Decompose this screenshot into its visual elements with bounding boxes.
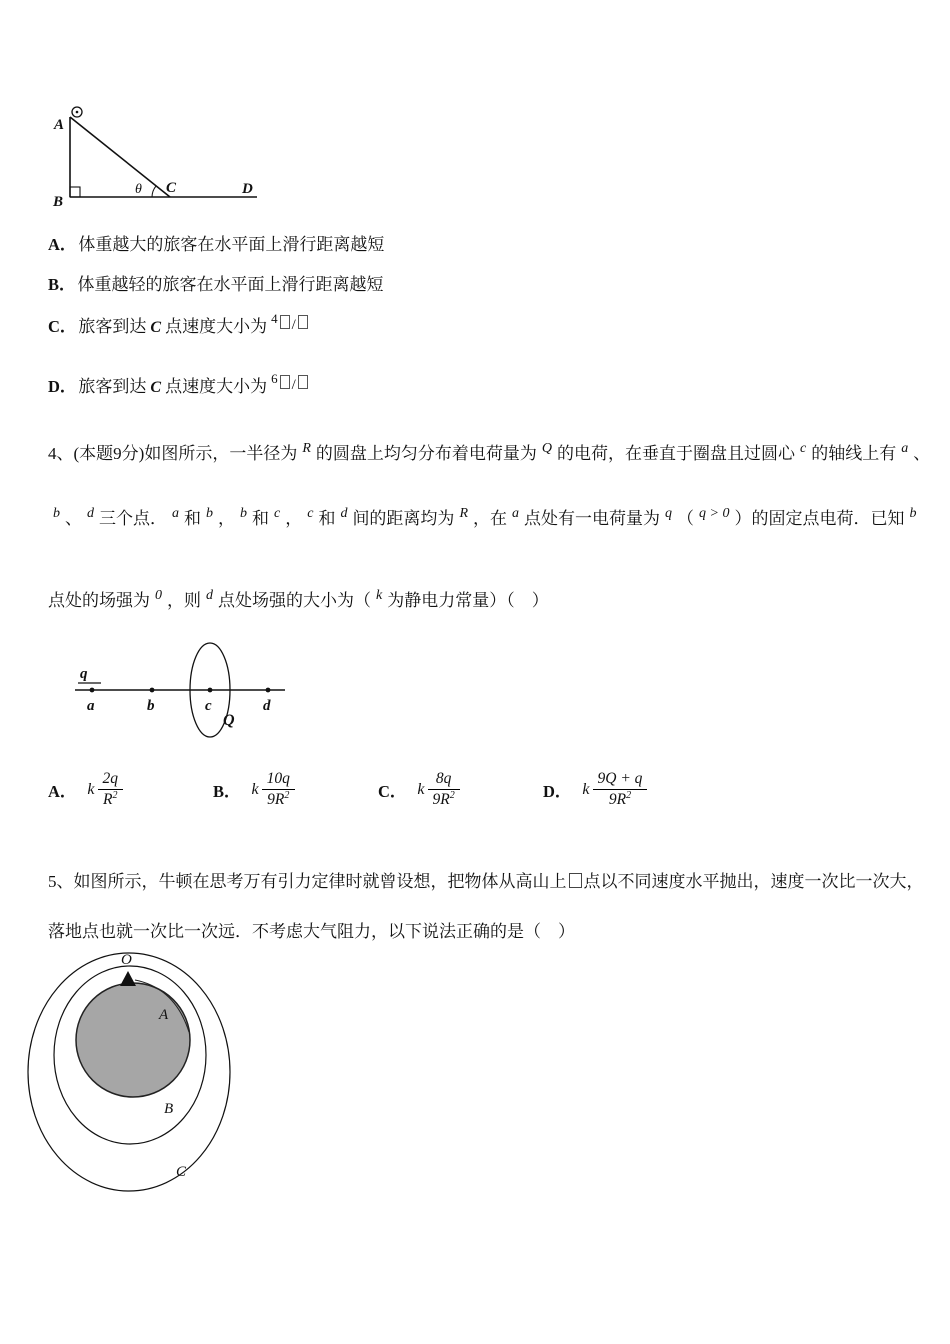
q4-option-a — [48, 770, 123, 809]
earth-circle — [76, 983, 190, 1097]
point-c-dot — [208, 688, 213, 693]
label-point-B: B — [53, 194, 64, 210]
fraction-denominator — [262, 789, 295, 810]
point-b-dot — [150, 688, 155, 693]
speed-value: 4 — [271, 311, 278, 326]
math-coefficient-k: k — [582, 780, 590, 798]
missing-glyph-box — [298, 315, 308, 329]
math-var-C: C — [150, 379, 162, 396]
text-run: 、 — [65, 509, 82, 528]
text-run: 和 — [252, 509, 269, 528]
label-point-c: c — [205, 698, 212, 714]
label-point-d: d — [263, 698, 271, 714]
fraction-numerator: 8q — [435, 770, 452, 787]
q4-stem-line1 — [48, 442, 930, 468]
math-coefficient-k: k — [87, 780, 95, 798]
denominator-base: 9R — [267, 790, 285, 808]
incline-diagram — [50, 98, 270, 213]
denominator-base: R — [103, 790, 113, 808]
math-var: b — [206, 506, 213, 521]
math-var: a — [901, 441, 909, 456]
math-var: k — [376, 588, 383, 603]
label-point-b: b — [147, 698, 155, 714]
math-var: R — [459, 506, 468, 521]
math-coefficient-k: k — [417, 780, 425, 798]
math-var: c — [800, 441, 807, 456]
mountain-triangle — [120, 971, 136, 986]
slash-text: / — [291, 377, 296, 393]
text-run: 三个点． — [99, 509, 167, 528]
math-var: a — [172, 506, 179, 521]
label-charge-q: q — [80, 666, 88, 682]
option-text: 体重越大的旅客在水平面上滑行距离越短 — [78, 235, 385, 254]
math-coefficient-k: k — [251, 780, 259, 798]
math-var: b — [53, 506, 60, 521]
text-run: （ — [677, 509, 694, 528]
math-var: d — [87, 506, 94, 521]
option-text: 点速度大小为 — [165, 377, 268, 396]
denominator-exponent: 2 — [626, 789, 632, 801]
option-text: 体重越轻的旅客在水平面上滑行距离越短 — [77, 275, 384, 294]
math-var-C: C — [150, 319, 162, 336]
option-text: 点速度大小为 — [165, 317, 268, 336]
denominator-base: 9R — [432, 790, 450, 808]
math-var: c — [307, 506, 314, 521]
q5-stem-line1 — [48, 870, 924, 894]
charged-disk-diagram — [60, 638, 300, 753]
label-orbit-B: B — [164, 1101, 174, 1117]
fraction — [262, 770, 295, 809]
text-run: ，则 — [167, 591, 201, 610]
label-orbit-C: C — [176, 1164, 187, 1180]
option-letter: B． — [48, 275, 76, 294]
math-var: 0 — [155, 588, 162, 603]
missing-glyph-box — [280, 315, 290, 329]
math-condition: q > 0 — [699, 506, 730, 521]
point-d-dot — [266, 688, 271, 693]
text-run: 和 — [184, 509, 201, 528]
q4-option-c — [378, 770, 460, 809]
math-var: d — [340, 506, 348, 521]
math-var: q — [665, 506, 672, 521]
q3-option-d — [48, 371, 310, 400]
slash-text: / — [291, 317, 296, 333]
q4-stem-line3 — [48, 589, 549, 615]
speed-value: 6 — [271, 371, 278, 386]
missing-glyph-box — [569, 873, 582, 888]
option-text: 旅客到达 — [78, 377, 147, 396]
math-var: a — [512, 506, 519, 521]
text-run: 的圆盘上均匀分布着电荷量为 — [315, 444, 537, 463]
text-run: ，在 — [473, 509, 507, 528]
text-run: ）的固定点电荷．已知 — [734, 509, 905, 528]
text-run: 的轴线上有 — [811, 444, 897, 463]
math-var: c — [274, 506, 281, 521]
q4-stem-line2 — [48, 507, 921, 533]
option-letter: D． — [543, 781, 572, 801]
text-run: 的电荷，在垂直于圈盘且过圆心 — [557, 444, 796, 463]
text-run: 5、如图所示，牛顿在思考万有引力定律时就曾设想，把物体从高山上 — [48, 872, 567, 891]
fraction-denominator — [428, 789, 460, 810]
q4-option-b — [213, 770, 295, 809]
point-a-dot — [90, 688, 95, 693]
label-point-a: a — [87, 698, 95, 714]
math-var: b — [240, 506, 247, 521]
missing-glyph-box — [298, 375, 308, 389]
text-run: 落地点也就一次比一次远．不考虑大气阻力，以下说法正确的是（ ） — [48, 922, 575, 941]
q3-option-a — [48, 233, 384, 257]
denominator-exponent: 2 — [112, 789, 118, 801]
math-var: R — [302, 441, 311, 456]
option-letter: D． — [48, 377, 77, 396]
math-var: Q — [541, 441, 553, 456]
fraction — [593, 770, 648, 809]
text-run: 点处有一电荷量为 — [524, 509, 660, 528]
q4-option-d — [543, 770, 647, 809]
math-var: d — [206, 588, 213, 603]
fraction-denominator — [98, 789, 124, 810]
fraction — [428, 770, 460, 809]
pulley-axle-dot — [76, 111, 79, 114]
fraction — [98, 770, 124, 809]
fraction-numerator: 2q — [102, 770, 119, 787]
option-text: 旅客到达 — [78, 317, 147, 336]
newton-orbits-diagram — [15, 940, 265, 1200]
text-run: ， — [218, 509, 235, 528]
option-letter: B． — [213, 781, 241, 801]
option-letter: C． — [378, 781, 407, 801]
theta-angle-arc — [152, 186, 156, 197]
option-letter: A． — [48, 781, 77, 801]
denominator-exponent: 2 — [449, 789, 455, 801]
label-point-C: C — [166, 180, 177, 196]
text-run: ， — [285, 509, 303, 528]
label-theta: θ — [135, 182, 142, 197]
option-letter: A． — [48, 235, 77, 254]
label-point-A: A — [54, 117, 65, 133]
fraction-numerator: 10q — [266, 770, 290, 787]
text-run: 和 — [318, 509, 336, 528]
denominator-exponent: 2 — [284, 789, 290, 801]
label-point-O: O — [121, 952, 132, 968]
incline-hypotenuse-line — [70, 117, 170, 197]
text-run: 点处场强的大小为（ — [218, 591, 371, 610]
text-run: 为静电力常量）（ ） — [387, 591, 549, 610]
text-run: 点以不同速度水平抛出，速度一次比一次大， — [583, 872, 924, 891]
text-run: 、 — [913, 444, 931, 463]
text-run: 点处的场强为 — [48, 591, 150, 610]
fraction-numerator: 9Q + q — [597, 770, 643, 787]
fraction-denominator — [593, 789, 648, 810]
text-run: 4、(本题9分)如图所示，一半径为 — [48, 444, 298, 463]
missing-glyph-box — [280, 375, 290, 389]
label-trajectory-A: A — [159, 1007, 169, 1023]
label-charge-Q: Q — [223, 712, 235, 729]
label-point-D: D — [242, 181, 253, 197]
math-var: b — [909, 506, 917, 521]
q3-option-b — [48, 273, 384, 297]
q3-option-c — [48, 311, 310, 340]
text-run: 间的距离均为 — [352, 509, 455, 528]
option-letter: C． — [48, 317, 77, 336]
right-angle-mark — [70, 187, 80, 197]
denominator-base: 9R — [608, 790, 627, 808]
